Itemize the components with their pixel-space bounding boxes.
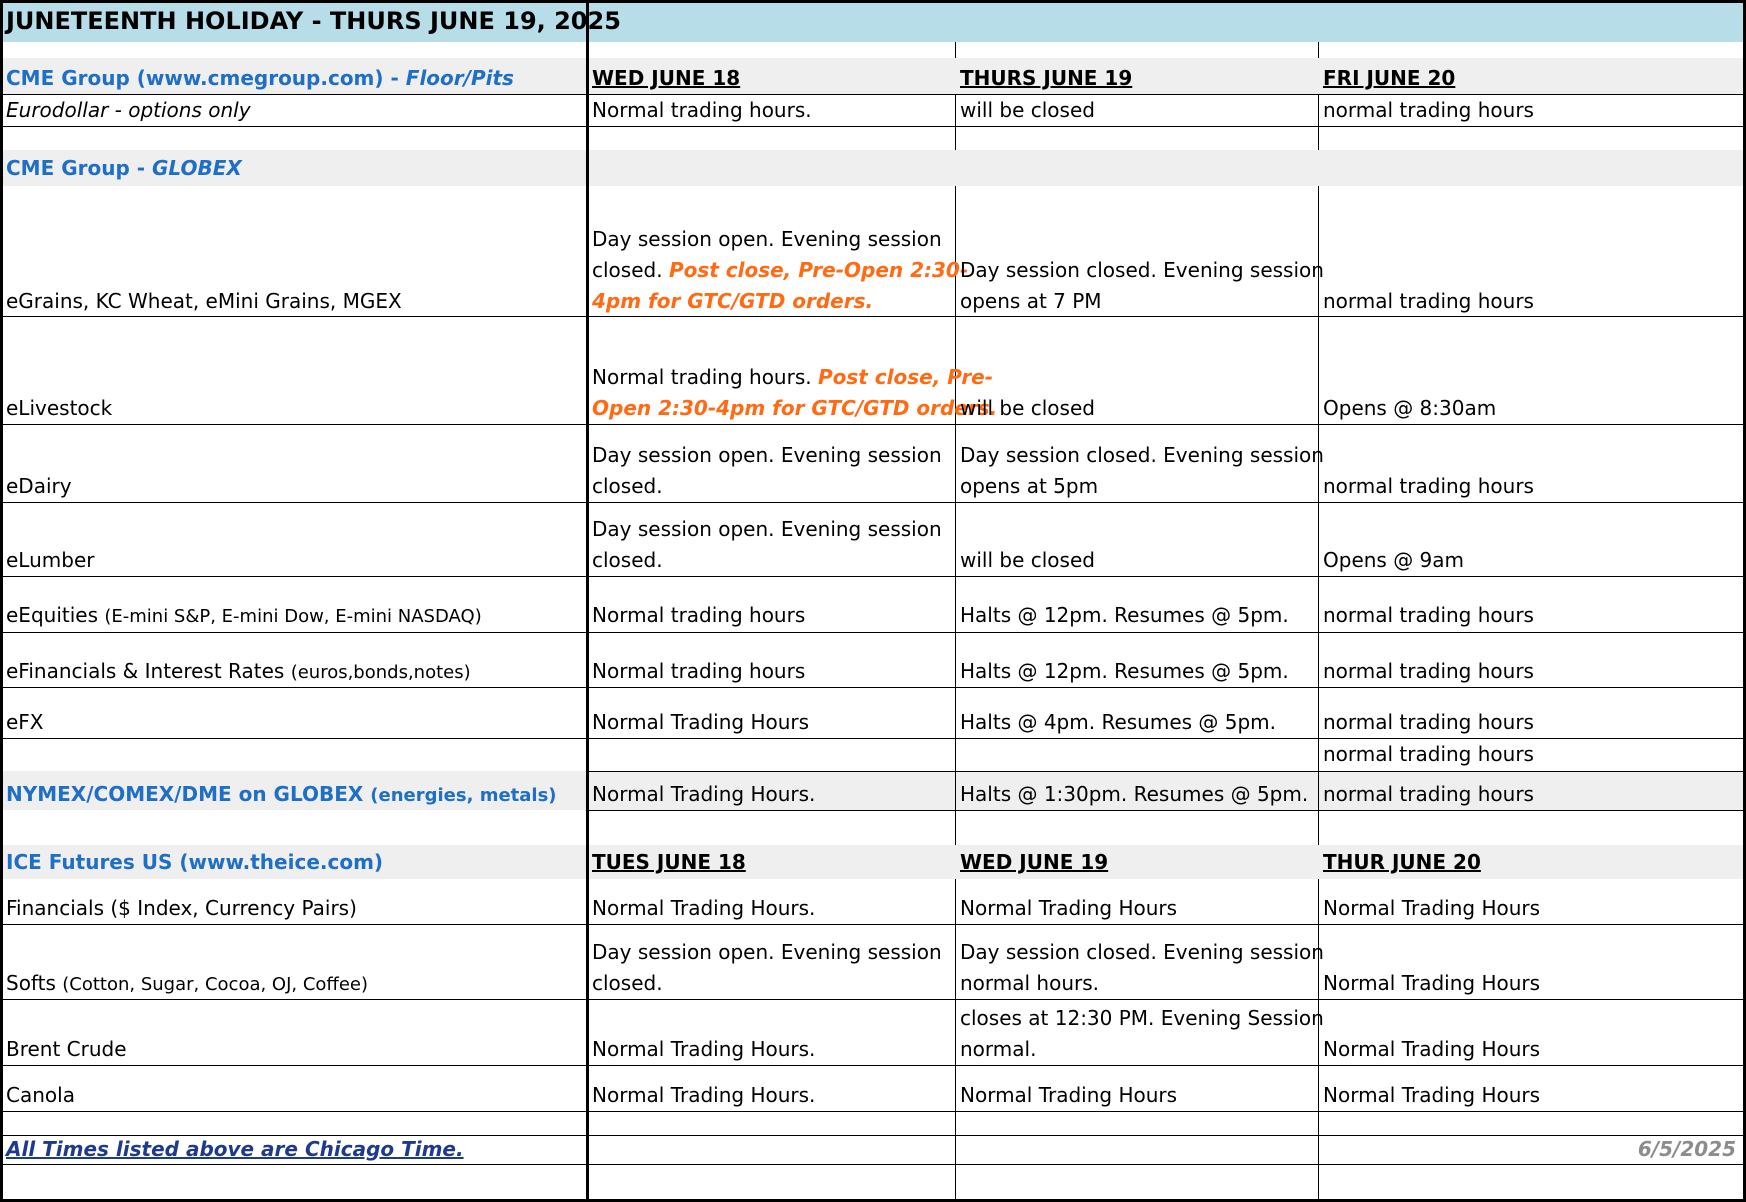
efx-wed: Normal Trading Hours bbox=[592, 710, 810, 734]
canola-label: Canola bbox=[6, 1083, 75, 1107]
ice-financials-c3: Normal Trading Hours bbox=[1323, 896, 1541, 920]
outer-left-border bbox=[0, 0, 3, 1202]
edairy-thu-line-1: Day session closed. Evening session bbox=[960, 443, 1324, 467]
softs-c2-line-1: Day session closed. Evening session bbox=[960, 940, 1324, 964]
cme-globex-heading bbox=[6, 153, 242, 184]
efx-thu: Halts @ 4pm. Resumes @ 5pm. bbox=[960, 710, 1277, 734]
eurodollar-fri: normal trading hours bbox=[1323, 98, 1534, 122]
softs-c1-line-2: closed. bbox=[592, 971, 663, 995]
ice-financials-label: Financials ($ Index, Currency Pairs) bbox=[6, 896, 357, 920]
elumber-wed-line-2: closed. bbox=[592, 548, 663, 572]
blank-row-fri: normal trading hours bbox=[1323, 742, 1534, 766]
cme-floor-heading bbox=[6, 63, 514, 94]
row-divider bbox=[0, 632, 1746, 633]
eequities-wed: Normal trading hours bbox=[592, 603, 806, 627]
elivestock-fri: Opens @ 8:30am bbox=[1323, 396, 1497, 420]
egrains-thu-line-1: Day session closed. Evening session bbox=[960, 258, 1324, 282]
egrains-thu-line-2: opens at 7 PM bbox=[960, 289, 1102, 313]
egrains-fri: normal trading hours bbox=[1323, 289, 1534, 313]
softs-c3: Normal Trading Hours bbox=[1323, 971, 1541, 995]
egrains-wed-line-1: Day session open. Evening session bbox=[592, 227, 942, 251]
eequities-thu: Halts @ 12pm. Resumes @ 5pm. bbox=[960, 603, 1289, 627]
efinancials-wed: Normal trading hours bbox=[592, 659, 806, 683]
ice-financials-c2: Normal Trading Hours bbox=[960, 896, 1178, 920]
column-header-fri: FRI JUNE 20 bbox=[1323, 66, 1456, 90]
canola-c1: Normal Trading Hours. bbox=[592, 1083, 816, 1107]
eurodollar-label: Eurodollar - options only bbox=[6, 98, 251, 122]
cme-globex-band bbox=[0, 150, 1746, 186]
brent-c2-line-2: normal. bbox=[960, 1037, 1037, 1061]
efinancials-fri: normal trading hours bbox=[1323, 659, 1534, 683]
row-divider bbox=[586, 810, 1746, 811]
nymex-name-detail: (energies, metals) bbox=[370, 785, 557, 806]
softs-c2-line-2: normal hours. bbox=[960, 971, 1100, 995]
eequities-label bbox=[6, 600, 482, 632]
edairy-fri: normal trading hours bbox=[1323, 474, 1534, 498]
eequities-label-detail: (E-mini S&P, E-mini Dow, E-mini NASDAQ) bbox=[104, 606, 482, 627]
elivestock-label: eLivestock bbox=[6, 396, 113, 420]
egrains-wed-highlight-1: Post close, Pre-Open 2:30- bbox=[668, 258, 969, 282]
row-divider bbox=[0, 126, 1746, 127]
column-divider-1 bbox=[955, 94, 956, 150]
page-title: JUNETEENTH HOLIDAY - THURS JUNE 19, 2025 bbox=[6, 7, 621, 35]
egrains-label: eGrains, KC Wheat, eMini Grains, MGEX bbox=[6, 289, 402, 313]
row-divider bbox=[0, 924, 1746, 925]
softs-c1 bbox=[592, 937, 942, 999]
eequities-label-main: eEquities bbox=[6, 603, 98, 627]
ice-heading: ICE Futures US (www.theice.com) bbox=[6, 850, 384, 874]
canola-c3: Normal Trading Hours bbox=[1323, 1083, 1541, 1107]
row-divider bbox=[0, 502, 1746, 503]
edairy-thu-line-2: opens at 5pm bbox=[960, 474, 1099, 498]
column-divider-1 bbox=[955, 879, 956, 1202]
chicago-time-note: All Times listed above are Chicago Time. bbox=[6, 1137, 464, 1161]
column-header-thu: THURS JUNE 19 bbox=[960, 66, 1133, 90]
elumber-fri: Opens @ 9am bbox=[1323, 548, 1465, 572]
canola-c2: Normal Trading Hours bbox=[960, 1083, 1178, 1107]
efx-label: eFX bbox=[6, 710, 44, 734]
egrains-wed bbox=[592, 224, 968, 317]
cme-globex-name: CME Group - bbox=[6, 156, 146, 180]
row-divider bbox=[586, 771, 1746, 772]
edairy-label: eDairy bbox=[6, 474, 72, 498]
column-divider-2 bbox=[1318, 42, 1319, 58]
edairy-wed-line-1: Day session open. Evening session bbox=[592, 443, 942, 467]
softs-c2 bbox=[960, 937, 1324, 999]
brent-label: Brent Crude bbox=[6, 1037, 127, 1061]
softs-c1-line-1: Day session open. Evening session bbox=[592, 940, 942, 964]
efinancials-label bbox=[6, 656, 471, 688]
ice-column-header-2: WED JUNE 19 bbox=[960, 850, 1109, 874]
brent-c2-line-1: closes at 12:30 PM. Evening Session bbox=[960, 1006, 1324, 1030]
ice-financials-c1: Normal Trading Hours. bbox=[592, 896, 816, 920]
edairy-wed-line-2: closed. bbox=[592, 474, 663, 498]
brent-c1: Normal Trading Hours. bbox=[592, 1037, 816, 1061]
column-divider-2 bbox=[1318, 94, 1319, 150]
elumber-label: eLumber bbox=[6, 548, 95, 572]
eurodollar-thu: will be closed bbox=[960, 98, 1095, 122]
eurodollar-wed: Normal trading hours. bbox=[592, 98, 812, 122]
egrains-wed-highlight-2: 4pm for GTC/GTD orders. bbox=[592, 289, 874, 313]
nymex-name: NYMEX/COMEX/DME on GLOBEX bbox=[6, 782, 364, 806]
edairy-thu bbox=[960, 440, 1324, 502]
efinancials-label-detail: (euros,bonds,notes) bbox=[290, 662, 471, 683]
ice-column-header-1: TUES JUNE 18 bbox=[592, 850, 746, 874]
brent-c2 bbox=[960, 1003, 1324, 1065]
revision-date: 6/5/2025 bbox=[1637, 1137, 1736, 1161]
efinancials-thu: Halts @ 12pm. Resumes @ 5pm. bbox=[960, 659, 1289, 683]
elivestock-wed-highlight-1: Post close, Pre- bbox=[817, 365, 994, 389]
elivestock-wed-line-1: Normal trading hours. bbox=[592, 365, 812, 389]
column-header-wed: WED JUNE 18 bbox=[592, 66, 741, 90]
nymex-wed: Normal Trading Hours. bbox=[592, 782, 816, 806]
elivestock-wed bbox=[592, 362, 997, 424]
egrains-thu bbox=[960, 255, 1324, 317]
efinancials-label-main: eFinancials & Interest Rates bbox=[6, 659, 285, 683]
row-divider bbox=[0, 1111, 1746, 1112]
nymex-fri: normal trading hours bbox=[1323, 782, 1534, 806]
softs-label-detail: (Cotton, Sugar, Cocoa, OJ, Coffee) bbox=[62, 974, 369, 995]
cme-floor-name-italic: Floor/Pits bbox=[405, 66, 514, 90]
elumber-thu: will be closed bbox=[960, 548, 1095, 572]
row-divider bbox=[0, 576, 1746, 577]
edairy-wed bbox=[592, 440, 942, 502]
ice-column-header-3: THUR JUNE 20 bbox=[1323, 850, 1481, 874]
label-column-divider bbox=[586, 0, 589, 1202]
softs-label bbox=[6, 968, 368, 1000]
egrains-wed-line-2: closed. bbox=[592, 258, 663, 282]
efx-fri: normal trading hours bbox=[1323, 710, 1534, 734]
brent-c3: Normal Trading Hours bbox=[1323, 1037, 1541, 1061]
row-divider bbox=[0, 1065, 1746, 1066]
column-divider-1 bbox=[955, 42, 956, 58]
nymex-heading bbox=[6, 779, 557, 811]
elivestock-wed-highlight-2: Open 2:30-4pm for GTC/GTD orders. bbox=[592, 396, 998, 420]
row-divider bbox=[0, 424, 1746, 425]
elivestock-thu: will be closed bbox=[960, 396, 1095, 420]
elumber-wed bbox=[592, 514, 942, 576]
elumber-wed-line-1: Day session open. Evening session bbox=[592, 517, 942, 541]
cme-floor-name: CME Group (www.cmegroup.com) - bbox=[6, 66, 399, 90]
cme-globex-name-italic: GLOBEX bbox=[152, 156, 242, 180]
softs-label-main: Softs bbox=[6, 971, 56, 995]
nymex-thu: Halts @ 1:30pm. Resumes @ 5pm. bbox=[960, 782, 1309, 806]
eequities-fri: normal trading hours bbox=[1323, 603, 1534, 627]
